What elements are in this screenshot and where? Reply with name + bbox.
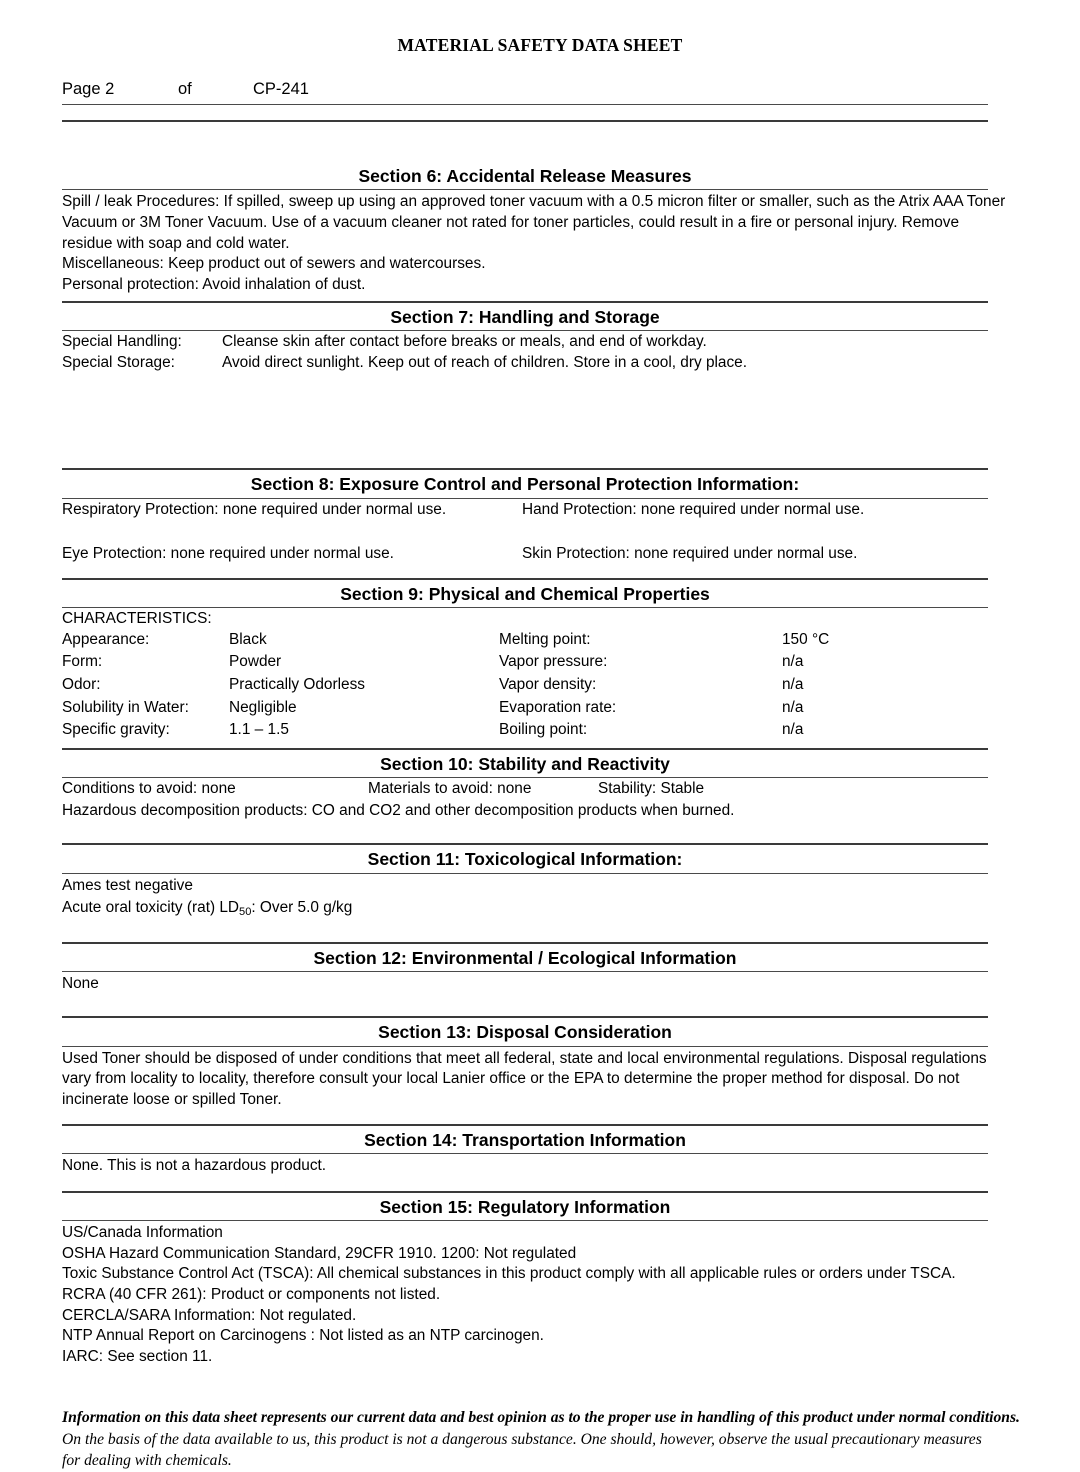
section-8-row xyxy=(62,499,988,520)
property-row xyxy=(62,651,988,674)
section-8-spacer xyxy=(62,520,988,543)
section-7-title: Section 7: Handling and Storage xyxy=(390,307,660,328)
property-key-melting-point: Melting point: xyxy=(499,630,591,648)
section-7 xyxy=(62,301,988,373)
section-6 xyxy=(62,162,1006,295)
section-10-title: Section 10: Stability and Reactivity xyxy=(380,753,670,774)
property-key-odor: Odor: xyxy=(62,675,101,693)
materials-to-avoid: Materials to avoid: none xyxy=(368,779,532,797)
ld50-prefix: Acute oral toxicity (rat) LD xyxy=(62,899,240,917)
property-value-solubility: Negligible xyxy=(229,698,297,716)
regulatory-line: CERCLA/SARA Information: Not regulated. xyxy=(62,1306,357,1324)
special-handling-label: Special Handling: xyxy=(62,333,182,351)
disclaimer-line-1: Information on this data sheet represents our current data and best opinion as to the proper use in handling of this product under normal conditions. xyxy=(62,1409,1020,1427)
document-number: CP-241 xyxy=(253,80,309,99)
regulatory-line: OSHA Hazard Communication Standard, 29CFR 1910. 1200: Not regulated xyxy=(62,1244,577,1262)
section-10-row xyxy=(62,778,988,799)
section-14-title: Section 14: Transportation Information xyxy=(364,1130,686,1151)
property-value-vapor-pressure: n/a xyxy=(782,653,804,671)
regulatory-line: IARC: See section 11. xyxy=(62,1347,213,1365)
property-value-odor: Practically Odorless xyxy=(229,675,365,693)
property-value-form: Powder xyxy=(229,653,282,671)
characteristics-label: CHARACTERISTICS: xyxy=(62,609,212,627)
section-11 xyxy=(62,843,988,919)
property-key-vapor-pressure: Vapor pressure: xyxy=(499,653,608,671)
header-rule-upper xyxy=(62,104,988,105)
section-14 xyxy=(62,1124,988,1177)
ames-test: Ames test negative xyxy=(62,876,193,894)
section-6-title: Section 6: Accidental Release Measures xyxy=(358,166,692,187)
property-row xyxy=(62,697,988,720)
section-6-paragraph-3: Personal protection: Avoid inhalation of dust. xyxy=(62,275,366,293)
eye-protection: Eye Protection: none required under normal use. xyxy=(62,544,394,562)
section-8 xyxy=(62,468,988,563)
hand-protection: Hand Protection: none required under normal use. xyxy=(522,500,865,518)
section-9-title: Section 9: Physical and Chemical Properties xyxy=(340,583,710,604)
property-row xyxy=(62,629,988,652)
ld50-suffix: : Over 5.0 g/kg xyxy=(251,899,353,917)
stability-value: Stability: Stable xyxy=(598,779,705,797)
page-of-label: of xyxy=(178,80,192,99)
disclaimer xyxy=(62,1407,1022,1472)
property-key-evaporation-rate: Evaporation rate: xyxy=(499,698,617,716)
regulatory-line: US/Canada Information xyxy=(62,1224,223,1242)
regulatory-line: RCRA (40 CFR 261): Product or components not listed. xyxy=(62,1285,441,1303)
section-11-title: Section 11: Toxicological Information: xyxy=(367,849,683,870)
section-7-row xyxy=(62,352,988,373)
section-12-body: None xyxy=(62,974,99,992)
special-storage-value: Avoid direct sunlight. Keep out of reach of children. Store in a cool, dry place. xyxy=(222,354,748,372)
section-13 xyxy=(62,1016,988,1110)
section-14-body: None. This is not a hazardous product. xyxy=(62,1157,327,1175)
regulatory-line: NTP Annual Report on Carcinogens : Not listed as an NTP carcinogen. xyxy=(62,1327,544,1345)
document-title: MATERIAL SAFETY DATA SHEET xyxy=(397,35,683,55)
special-handling-value: Cleanse skin after contact before breaks or meals, and end of workday. xyxy=(222,333,707,351)
property-value-specific-gravity: 1.1 – 1.5 xyxy=(229,721,289,739)
property-value-melting-point: 150 °C xyxy=(782,630,830,648)
section-15-title: Section 15: Regulatory Information xyxy=(379,1197,671,1218)
section-12-title: Section 12: Environmental / Ecological Information xyxy=(313,947,737,968)
section-7-row xyxy=(62,331,988,352)
page-number: Page 2 xyxy=(62,80,115,99)
property-key-vapor-density: Vapor density: xyxy=(499,675,597,693)
page-identifier-line xyxy=(62,80,1018,101)
property-key-boiling-point: Boiling point: xyxy=(499,721,588,739)
property-key-form: Form: xyxy=(62,653,103,671)
section-8-row xyxy=(62,543,988,564)
special-storage-label: Special Storage: xyxy=(62,354,175,372)
section-6-paragraph-2: Miscellaneous: Keep product out of sewers and watercourses. xyxy=(62,255,486,273)
hazardous-decomposition: Hazardous decomposition products: CO and CO2 and other decomposition products when burned. xyxy=(62,801,735,819)
section-9 xyxy=(62,578,988,742)
property-value-evaporation-rate: n/a xyxy=(782,698,804,716)
disclaimer-line-3: for dealing with chemicals. xyxy=(62,1452,232,1470)
ld50-subscript: 50 xyxy=(239,906,252,919)
skin-protection: Skin Protection: none required under normal use. xyxy=(522,544,858,562)
section-6-paragraph-1: Spill / leak Procedures: If spilled, sweep up using an approved toner vacuum with a 0.5 micron filter or smaller, such as the Atrix AAA Toner Vacuum or 3M Toner Vacuum. Use of a vacuum cleaner not rated for toner particles, could result in a fire or personal injury. Remove residue with soap and cold water. xyxy=(62,193,1006,252)
section-15-body xyxy=(62,1221,1007,1367)
property-key-appearance: Appearance: xyxy=(62,630,150,648)
property-value-vapor-density: n/a xyxy=(782,675,804,693)
property-row xyxy=(62,719,988,742)
section-12 xyxy=(62,942,988,995)
acute-oral-toxicity xyxy=(62,896,988,920)
section-13-body: Used Toner should be disposed of under conditions that meet all federal, state and local environmental regulations. Disposal regulations vary from locality to locality, therefore consult your local Lanier office or the EPA to determine the proper method for disposal. Do not incinerate loose or spilled Toner. xyxy=(62,1049,987,1108)
property-value-boiling-point: n/a xyxy=(782,721,804,739)
section-13-title: Section 13: Disposal Consideration xyxy=(378,1022,672,1043)
property-key-specific-gravity: Specific gravity: xyxy=(62,721,170,739)
property-value-appearance: Black xyxy=(229,630,267,648)
section-6-body xyxy=(62,190,1007,295)
property-row xyxy=(62,674,988,697)
section-8-title: Section 8: Exposure Control and Personal Protection Information: xyxy=(250,474,800,495)
conditions-to-avoid: Conditions to avoid: none xyxy=(62,779,236,797)
property-key-solubility: Solubility in Water: xyxy=(62,698,189,716)
respiratory-protection: Respiratory Protection: none required under normal use. xyxy=(62,500,447,518)
disclaimer-line-2: On the basis of the data available to us, this product is not a dangerous substance. One should, however, observe the usual precautionary measures xyxy=(62,1430,982,1448)
regulatory-line: Toxic Substance Control Act (TSCA): All chemical substances in this product comply with all applicable rules or orders under TSCA. xyxy=(62,1265,956,1283)
section-10 xyxy=(62,748,988,822)
section-15 xyxy=(62,1191,988,1367)
